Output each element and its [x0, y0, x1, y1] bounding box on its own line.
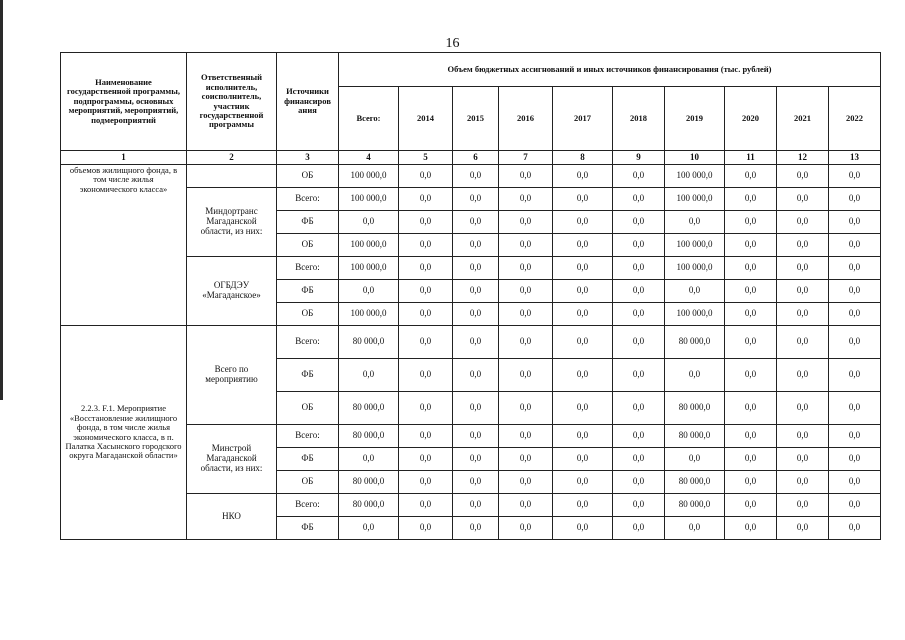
- year-value-cell: 0,0: [829, 425, 881, 448]
- year-value-cell: 0,0: [399, 392, 453, 425]
- table-row: [61, 326, 881, 359]
- year-value-cell: 0,0: [777, 392, 829, 425]
- executor-cell: [187, 165, 277, 188]
- year-value-cell: 0,0: [613, 392, 665, 425]
- year-value-cell: 0,0: [613, 280, 665, 303]
- total-value-cell: 0,0: [339, 211, 399, 234]
- year-value-cell: 80 000,0: [665, 425, 725, 448]
- year-value-cell: 100 000,0: [665, 188, 725, 211]
- year-value-cell: 80 000,0: [665, 494, 725, 517]
- year-value-cell: 0,0: [399, 517, 453, 540]
- year-value-cell: 0,0: [777, 326, 829, 359]
- column-number: 9: [613, 151, 665, 165]
- page-binding-edge: [0, 0, 3, 400]
- year-value-cell: 0,0: [453, 471, 499, 494]
- year-value-cell: 0,0: [453, 211, 499, 234]
- total-value-cell: 100 000,0: [339, 188, 399, 211]
- year-value-cell: 0,0: [553, 188, 613, 211]
- year-value-cell: 0,0: [399, 211, 453, 234]
- header-year: 2021: [777, 87, 829, 151]
- column-number: 12: [777, 151, 829, 165]
- year-value-cell: 0,0: [399, 448, 453, 471]
- year-value-cell: 0,0: [499, 257, 553, 280]
- year-value-cell: 0,0: [725, 359, 777, 392]
- year-value-cell: 0,0: [613, 448, 665, 471]
- year-value-cell: 0,0: [553, 425, 613, 448]
- column-number: 7: [499, 151, 553, 165]
- executor-cell: Миндортранс Магаданской области, из них:: [187, 188, 277, 257]
- year-value-cell: 0,0: [777, 471, 829, 494]
- year-value-cell: 0,0: [725, 494, 777, 517]
- year-value-cell: 0,0: [725, 471, 777, 494]
- year-value-cell: 0,0: [453, 494, 499, 517]
- year-value-cell: 0,0: [613, 234, 665, 257]
- year-value-cell: 0,0: [453, 280, 499, 303]
- header-sources: Источники финансиров ания: [277, 53, 339, 151]
- year-value-cell: 0,0: [499, 280, 553, 303]
- year-value-cell: 0,0: [829, 211, 881, 234]
- year-value-cell: 0,0: [553, 165, 613, 188]
- year-value-cell: 0,0: [613, 188, 665, 211]
- year-value-cell: 0,0: [553, 359, 613, 392]
- header-program: Наименование государственной программы, подпрограммы, основных мероприятий, мероприятий, подмероприятий: [61, 53, 187, 151]
- column-number: 5: [399, 151, 453, 165]
- source-cell: Всего:: [277, 188, 339, 211]
- source-cell: ФБ: [277, 448, 339, 471]
- year-value-cell: 0,0: [725, 448, 777, 471]
- year-value-cell: 100 000,0: [665, 234, 725, 257]
- year-value-cell: 0,0: [665, 517, 725, 540]
- year-value-cell: 0,0: [399, 471, 453, 494]
- year-value-cell: 0,0: [777, 303, 829, 326]
- year-value-cell: 0,0: [725, 326, 777, 359]
- year-value-cell: 0,0: [665, 448, 725, 471]
- year-value-cell: 0,0: [613, 165, 665, 188]
- column-number: 2: [187, 151, 277, 165]
- total-value-cell: 0,0: [339, 448, 399, 471]
- year-value-cell: 0,0: [829, 359, 881, 392]
- year-value-cell: 0,0: [777, 257, 829, 280]
- year-value-cell: 0,0: [399, 425, 453, 448]
- year-value-cell: 0,0: [399, 359, 453, 392]
- year-value-cell: 0,0: [399, 188, 453, 211]
- year-value-cell: 0,0: [777, 448, 829, 471]
- year-value-cell: 0,0: [553, 257, 613, 280]
- year-value-cell: 0,0: [613, 326, 665, 359]
- year-value-cell: 0,0: [453, 517, 499, 540]
- year-value-cell: 0,0: [613, 211, 665, 234]
- source-cell: ОБ: [277, 471, 339, 494]
- year-value-cell: 0,0: [725, 165, 777, 188]
- year-value-cell: 0,0: [777, 517, 829, 540]
- year-value-cell: 0,0: [553, 448, 613, 471]
- source-cell: Всего:: [277, 494, 339, 517]
- total-value-cell: 80 000,0: [339, 392, 399, 425]
- page-number: 16: [445, 36, 460, 51]
- year-value-cell: 0,0: [553, 517, 613, 540]
- column-number: 6: [453, 151, 499, 165]
- year-value-cell: 0,0: [399, 303, 453, 326]
- executor-cell: НКО: [187, 494, 277, 540]
- year-value-cell: 0,0: [613, 494, 665, 517]
- year-value-cell: 0,0: [453, 359, 499, 392]
- year-value-cell: 0,0: [829, 471, 881, 494]
- year-value-cell: 0,0: [829, 280, 881, 303]
- year-value-cell: 80 000,0: [665, 471, 725, 494]
- year-value-cell: 0,0: [499, 471, 553, 494]
- year-value-cell: 0,0: [829, 188, 881, 211]
- column-number: 4: [339, 151, 399, 165]
- year-value-cell: 0,0: [453, 188, 499, 211]
- total-value-cell: 80 000,0: [339, 471, 399, 494]
- source-cell: ОБ: [277, 165, 339, 188]
- program-name-cell: 2.2.3. F.1. Мероприятие «Восстановление жилищного фонда, в том числе жилья экономического класса, в п. Палатка Хасынского городского округа Магаданской области»: [61, 326, 187, 540]
- year-value-cell: 0,0: [613, 471, 665, 494]
- column-number: 3: [277, 151, 339, 165]
- column-number: 13: [829, 151, 881, 165]
- year-value-cell: 0,0: [725, 211, 777, 234]
- year-value-cell: 0,0: [399, 165, 453, 188]
- header-funding-group: Объем бюджетных ассигнований и иных источников финансирования (тыс. рублей): [339, 53, 881, 87]
- header-executor: Ответственный исполнитель, соисполнитель, участник государственной программы: [187, 53, 277, 151]
- total-value-cell: 80 000,0: [339, 326, 399, 359]
- year-value-cell: 0,0: [777, 165, 829, 188]
- year-value-cell: 0,0: [499, 165, 553, 188]
- year-value-cell: 0,0: [399, 280, 453, 303]
- year-value-cell: 0,0: [453, 303, 499, 326]
- table-row: [61, 165, 881, 188]
- executor-cell: Минстрой Магаданской области, из них:: [187, 425, 277, 494]
- year-value-cell: 0,0: [613, 359, 665, 392]
- year-value-cell: 0,0: [665, 280, 725, 303]
- year-value-cell: 0,0: [499, 517, 553, 540]
- source-cell: ФБ: [277, 517, 339, 540]
- year-value-cell: 0,0: [613, 425, 665, 448]
- year-value-cell: 0,0: [453, 425, 499, 448]
- total-value-cell: 0,0: [339, 280, 399, 303]
- year-value-cell: 0,0: [777, 211, 829, 234]
- year-value-cell: 0,0: [777, 425, 829, 448]
- year-value-cell: 0,0: [725, 517, 777, 540]
- total-value-cell: 100 000,0: [339, 257, 399, 280]
- year-value-cell: 0,0: [725, 257, 777, 280]
- year-value-cell: 0,0: [829, 303, 881, 326]
- year-value-cell: 0,0: [613, 303, 665, 326]
- column-number: 10: [665, 151, 725, 165]
- column-number: 1: [61, 151, 187, 165]
- year-value-cell: 0,0: [499, 448, 553, 471]
- year-value-cell: 0,0: [829, 494, 881, 517]
- year-value-cell: 0,0: [829, 165, 881, 188]
- year-value-cell: 0,0: [499, 494, 553, 517]
- source-cell: ФБ: [277, 280, 339, 303]
- year-value-cell: 0,0: [499, 392, 553, 425]
- year-value-cell: 0,0: [725, 234, 777, 257]
- header-total: Всего:: [339, 87, 399, 151]
- year-value-cell: 0,0: [613, 257, 665, 280]
- year-value-cell: 0,0: [499, 234, 553, 257]
- budget-table: [60, 52, 881, 540]
- year-value-cell: 0,0: [499, 359, 553, 392]
- year-value-cell: 0,0: [399, 234, 453, 257]
- year-value-cell: 0,0: [553, 211, 613, 234]
- year-value-cell: 0,0: [777, 188, 829, 211]
- year-value-cell: 0,0: [399, 257, 453, 280]
- source-cell: ОБ: [277, 303, 339, 326]
- source-cell: ФБ: [277, 359, 339, 392]
- header-year: 2019: [665, 87, 725, 151]
- year-value-cell: 0,0: [453, 165, 499, 188]
- year-value-cell: 100 000,0: [665, 303, 725, 326]
- total-value-cell: 80 000,0: [339, 425, 399, 448]
- year-value-cell: 0,0: [725, 392, 777, 425]
- year-value-cell: 0,0: [829, 392, 881, 425]
- year-value-cell: 0,0: [399, 326, 453, 359]
- year-value-cell: 0,0: [499, 188, 553, 211]
- year-value-cell: 100 000,0: [665, 257, 725, 280]
- year-value-cell: 0,0: [725, 188, 777, 211]
- year-value-cell: 0,0: [665, 211, 725, 234]
- year-value-cell: 0,0: [499, 326, 553, 359]
- total-value-cell: 100 000,0: [339, 303, 399, 326]
- total-value-cell: 100 000,0: [339, 165, 399, 188]
- year-value-cell: 0,0: [829, 257, 881, 280]
- year-value-cell: 0,0: [553, 280, 613, 303]
- year-value-cell: 0,0: [453, 257, 499, 280]
- source-cell: Всего:: [277, 425, 339, 448]
- source-cell: ОБ: [277, 392, 339, 425]
- year-value-cell: 0,0: [553, 494, 613, 517]
- year-value-cell: 0,0: [777, 280, 829, 303]
- total-value-cell: 100 000,0: [339, 234, 399, 257]
- year-value-cell: 80 000,0: [665, 392, 725, 425]
- year-value-cell: 0,0: [725, 425, 777, 448]
- executor-cell: ОГБДЭУ «Магаданское»: [187, 257, 277, 326]
- total-value-cell: 0,0: [339, 517, 399, 540]
- header-year: 2018: [613, 87, 665, 151]
- year-value-cell: 0,0: [777, 359, 829, 392]
- header-year: 2014: [399, 87, 453, 151]
- header-year: 2017: [553, 87, 613, 151]
- executor-cell: Всего по мероприятию: [187, 326, 277, 425]
- year-value-cell: 0,0: [453, 326, 499, 359]
- program-name-cell: объемов жилищного фонда, в том числе жилья экономического класса»: [61, 165, 187, 326]
- year-value-cell: 0,0: [777, 234, 829, 257]
- source-cell: ФБ: [277, 211, 339, 234]
- year-value-cell: 0,0: [553, 326, 613, 359]
- total-value-cell: 0,0: [339, 359, 399, 392]
- year-value-cell: 0,0: [725, 280, 777, 303]
- year-value-cell: 0,0: [499, 425, 553, 448]
- year-value-cell: 0,0: [829, 517, 881, 540]
- year-value-cell: 0,0: [829, 448, 881, 471]
- column-number: 11: [725, 151, 777, 165]
- year-value-cell: 0,0: [829, 326, 881, 359]
- year-value-cell: 0,0: [553, 303, 613, 326]
- year-value-cell: 0,0: [499, 303, 553, 326]
- year-value-cell: 0,0: [725, 303, 777, 326]
- year-value-cell: 80 000,0: [665, 326, 725, 359]
- year-value-cell: 0,0: [399, 494, 453, 517]
- header-year: 2016: [499, 87, 553, 151]
- year-value-cell: 0,0: [553, 234, 613, 257]
- year-value-cell: 0,0: [553, 392, 613, 425]
- header-year: 2015: [453, 87, 499, 151]
- source-cell: ОБ: [277, 234, 339, 257]
- year-value-cell: 0,0: [499, 211, 553, 234]
- header-year: 2022: [829, 87, 881, 151]
- year-value-cell: 0,0: [553, 471, 613, 494]
- year-value-cell: 0,0: [453, 234, 499, 257]
- source-cell: Всего:: [277, 257, 339, 280]
- year-value-cell: 0,0: [665, 359, 725, 392]
- year-value-cell: 100 000,0: [665, 165, 725, 188]
- year-value-cell: 0,0: [777, 494, 829, 517]
- year-value-cell: 0,0: [453, 448, 499, 471]
- header-year: 2020: [725, 87, 777, 151]
- source-cell: Всего:: [277, 326, 339, 359]
- column-number: 8: [553, 151, 613, 165]
- total-value-cell: 80 000,0: [339, 494, 399, 517]
- year-value-cell: 0,0: [453, 392, 499, 425]
- year-value-cell: 0,0: [829, 234, 881, 257]
- year-value-cell: 0,0: [613, 517, 665, 540]
